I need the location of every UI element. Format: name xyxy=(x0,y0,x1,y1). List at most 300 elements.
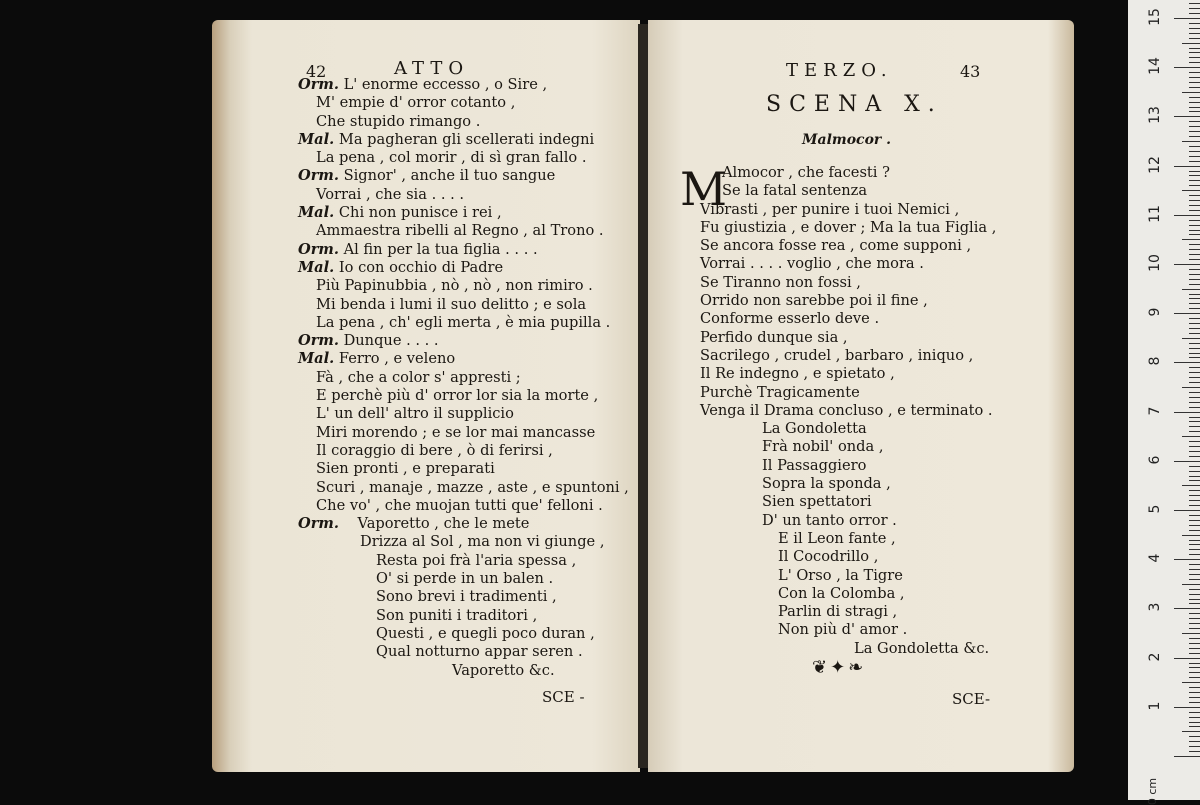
ruler-tick xyxy=(1189,303,1200,304)
ruler-tick xyxy=(1189,677,1200,678)
ruler-tick xyxy=(1189,97,1200,98)
ruler-tick xyxy=(1189,495,1200,496)
ruler-tick xyxy=(1189,397,1200,398)
ruler-tick xyxy=(1189,328,1200,329)
text-line xyxy=(298,533,629,551)
ruler-tick xyxy=(1182,289,1200,290)
left-running-head: ATTO xyxy=(394,58,470,79)
ruler-tick xyxy=(1189,234,1200,235)
text-line xyxy=(298,387,629,405)
ruler-tick xyxy=(1189,28,1200,29)
text-line xyxy=(298,277,629,295)
ruler-tick xyxy=(1189,357,1200,358)
ruler-tick xyxy=(1189,712,1200,713)
ruler-tick xyxy=(1174,362,1200,363)
line-text: Chi non punisce i rei , xyxy=(334,204,502,222)
ruler-tick xyxy=(1189,175,1200,176)
ruler-tick xyxy=(1189,111,1200,112)
ruler-tick xyxy=(1189,569,1200,570)
line-text: Dunque . . . . xyxy=(338,332,439,350)
ruler-tick xyxy=(1189,323,1200,324)
ruler-tick xyxy=(1174,67,1200,68)
text-line xyxy=(298,332,629,350)
ruler-tick xyxy=(1182,633,1200,634)
ruler-tick xyxy=(1189,407,1200,408)
speaker-abbrev: Mal. xyxy=(298,204,335,222)
line-text: Ma pagheran gli scellerati indegni xyxy=(334,130,595,148)
line-text: Son puniti i traditori , xyxy=(376,606,538,624)
ruler-number: 15 xyxy=(1147,8,1163,26)
speaker-abbrev: Orm. xyxy=(298,515,339,533)
text-line xyxy=(700,475,996,493)
line-text: Più Papinubbia , nò , nò , non rimiro . xyxy=(316,277,593,295)
text-line xyxy=(298,479,629,497)
text-line xyxy=(700,457,996,475)
ruler-tick xyxy=(1189,421,1200,422)
ruler-tick xyxy=(1174,510,1200,511)
ruler-tick xyxy=(1189,549,1200,550)
text-line xyxy=(298,296,629,314)
line-text: Sacrilego , crudel , barbaro , iniquo , xyxy=(700,346,974,364)
ruler-tick xyxy=(1189,308,1200,309)
ruler-tick xyxy=(1189,564,1200,565)
line-text: Che stupido rimango . xyxy=(316,112,481,130)
line-text: Non più d' amor . xyxy=(778,621,908,639)
ruler-tick xyxy=(1182,190,1200,191)
ruler-tick xyxy=(1189,741,1200,742)
line-text: Mi benda i lumi il suo delitto ; e sola xyxy=(316,295,587,313)
ruler-number: 6 xyxy=(1147,455,1163,465)
ruler-tick xyxy=(1189,441,1200,442)
line-text: Vibrasti , per punire i tuoi Nemici , xyxy=(700,200,960,218)
ruler-tick xyxy=(1189,697,1200,698)
line-text: Purchè Tragicamente xyxy=(700,383,860,401)
ruler-tick xyxy=(1189,603,1200,604)
ruler-tick xyxy=(1189,746,1200,747)
ruler-tick xyxy=(1182,436,1200,437)
ruler-tick xyxy=(1189,417,1200,418)
ruler-tick xyxy=(1182,387,1200,388)
text-line xyxy=(700,219,996,237)
text-line xyxy=(298,460,629,478)
text-line xyxy=(298,570,629,588)
line-text: O' si perde in un balen . xyxy=(376,570,554,588)
ruler-tick xyxy=(1189,102,1200,103)
ruler-tick xyxy=(1174,18,1200,19)
ruler-tick xyxy=(1189,722,1200,723)
text-line xyxy=(700,621,996,639)
measuring-ruler xyxy=(1128,0,1200,805)
ruler-tick xyxy=(1174,756,1200,757)
ruler-number: 9 xyxy=(1147,307,1163,317)
ruler-tick xyxy=(1189,269,1200,270)
text-line xyxy=(700,310,996,328)
ruler-tick xyxy=(1189,392,1200,393)
text-line xyxy=(700,237,996,255)
text-line xyxy=(700,420,996,438)
ruler-tick xyxy=(1174,461,1200,462)
right-running-head: TERZO. xyxy=(786,60,893,81)
text-line xyxy=(298,515,629,533)
text-line xyxy=(298,94,629,112)
line-text: L' Orso , la Tigre xyxy=(778,566,903,584)
ruler-tick xyxy=(1189,672,1200,673)
text-line xyxy=(700,292,996,310)
ruler-tick xyxy=(1174,116,1200,117)
ruler-tick xyxy=(1189,225,1200,226)
ruler-tick xyxy=(1189,574,1200,575)
line-text: Questi , e quegli poco duran , xyxy=(376,624,595,642)
ruler-tick xyxy=(1189,623,1200,624)
text-line xyxy=(700,585,996,603)
line-text: Fà , che a color s' appresti ; xyxy=(316,368,521,386)
line-text: Venga il Drama concluso , e terminato . xyxy=(700,401,993,419)
ruler-tick xyxy=(1189,515,1200,516)
ruler-tick xyxy=(1189,667,1200,668)
ruler-tick xyxy=(1189,490,1200,491)
ruler-tick xyxy=(1189,348,1200,349)
ruler-tick xyxy=(1189,402,1200,403)
ruler-tick xyxy=(1189,151,1200,152)
ruler-tick xyxy=(1189,554,1200,555)
text-line xyxy=(298,350,629,368)
ruler-tick xyxy=(1189,544,1200,545)
ruler-tick xyxy=(1189,530,1200,531)
text-line xyxy=(298,625,629,643)
right-page-number: 43 xyxy=(960,62,981,81)
line-text: Se la fatal sentenza xyxy=(722,182,868,200)
ruler-tick xyxy=(1189,205,1200,206)
text-line xyxy=(700,329,996,347)
ruler-tick xyxy=(1189,82,1200,83)
line-text: Conforme esserlo deve . xyxy=(700,310,880,328)
line-text: D' un tanto orror . xyxy=(762,511,897,529)
ruler-tick xyxy=(1189,471,1200,472)
right-page xyxy=(648,20,1074,772)
text-line xyxy=(298,314,629,332)
line-text: Miri morendo ; e se lor mai mancasse xyxy=(316,423,596,441)
left-page xyxy=(212,20,640,772)
line-text: Perfido dunque sia , xyxy=(700,328,848,346)
ruler-tick xyxy=(1189,259,1200,260)
text-line xyxy=(700,530,996,548)
line-text: Il coraggio di bere , ò di ferirsi , xyxy=(316,441,553,459)
ruler-tick xyxy=(1189,505,1200,506)
ruler-tick xyxy=(1182,239,1200,240)
text-line xyxy=(298,76,629,94)
line-text: E perchè più d' orror lor sia la morte , xyxy=(316,387,599,405)
ruler-tick xyxy=(1189,284,1200,285)
ruler-tick xyxy=(1189,466,1200,467)
line-text: Ferro , e veleno xyxy=(334,350,456,368)
line-text: Il Passaggiero xyxy=(762,456,867,474)
ruler-tick xyxy=(1189,525,1200,526)
ruler-tick xyxy=(1189,333,1200,334)
ruler-tick xyxy=(1189,23,1200,24)
ruler-tick xyxy=(1189,451,1200,452)
ruler-number: 4 xyxy=(1147,553,1163,563)
ruler-tick xyxy=(1189,195,1200,196)
ruler-tick xyxy=(1189,180,1200,181)
ruler-tick xyxy=(1189,171,1200,172)
line-text: Drizza al Sol , ma non vi giunge , xyxy=(360,533,605,551)
ruler-tick xyxy=(1182,338,1200,339)
ruler-tick xyxy=(1189,653,1200,654)
ruler-tick xyxy=(1182,485,1200,486)
ruler-tick xyxy=(1189,692,1200,693)
text-line xyxy=(700,201,996,219)
speaker-abbrev: Orm. xyxy=(298,332,339,350)
line-text: Frà nobil' onda , xyxy=(762,438,884,456)
ruler-tick xyxy=(1189,382,1200,383)
ruler-tick xyxy=(1189,52,1200,53)
ruler-tick xyxy=(1174,608,1200,609)
text-line xyxy=(700,347,996,365)
ruler-number: 2 xyxy=(1147,652,1163,662)
ruler-tick xyxy=(1189,107,1200,108)
ruler-tick xyxy=(1189,294,1200,295)
ruler-tick xyxy=(1189,126,1200,127)
ruler-tick xyxy=(1189,72,1200,73)
line-text: Resta poi frà l'aria spessa , xyxy=(376,551,577,569)
line-text: Scuri , manaje , mazze , aste , e spuntoni , xyxy=(316,478,629,496)
ruler-tick xyxy=(1189,38,1200,39)
line-text: Sono brevi i tradimenti , xyxy=(376,588,557,606)
text-line xyxy=(298,149,629,167)
line-text: Vaporetto &c. xyxy=(452,661,555,679)
text-line xyxy=(700,274,996,292)
ruler-number: 13 xyxy=(1147,106,1163,125)
ruler-tick xyxy=(1174,559,1200,560)
line-text: La Gondoletta &c. xyxy=(854,639,990,657)
text-line xyxy=(700,548,996,566)
ruler-tick xyxy=(1189,500,1200,501)
line-text: Sien spettatori xyxy=(762,493,872,511)
ruler-number: 14 xyxy=(1147,57,1163,76)
ruler-tick xyxy=(1182,682,1200,683)
text-line xyxy=(298,131,629,149)
ruler-tick xyxy=(1174,313,1200,314)
ruler-unit-label: 0 cm xyxy=(1145,777,1159,805)
ruler-tick xyxy=(1189,3,1200,4)
text-line xyxy=(298,588,629,606)
ruler-tick xyxy=(1189,599,1200,600)
ruler-tick xyxy=(1189,736,1200,737)
line-text: M' empie d' orror cotanto , xyxy=(316,94,516,112)
line-text: La pena , col morir , di sì gran fallo . xyxy=(316,149,587,167)
left-catchword: SCE - xyxy=(542,688,585,706)
ruler-tick xyxy=(1189,185,1200,186)
text-line xyxy=(298,607,629,625)
line-text: Parlin di stragi , xyxy=(778,603,898,621)
scene-speaker-heading: Malmocor . xyxy=(802,132,892,148)
ruler-tick xyxy=(1189,456,1200,457)
ruler-tick xyxy=(1189,579,1200,580)
text-line xyxy=(700,567,996,585)
text-line xyxy=(298,241,629,259)
line-text: Il Cocodrillo , xyxy=(778,548,879,566)
ruler-tick xyxy=(1189,702,1200,703)
ruler-tick xyxy=(1174,166,1200,167)
ruler-number: 8 xyxy=(1147,356,1163,366)
ruler-tick xyxy=(1189,254,1200,255)
line-text: Io con occhio di Padre xyxy=(334,258,504,276)
ruler-tick xyxy=(1189,249,1200,250)
ruler-tick xyxy=(1189,480,1200,481)
ruler-tick xyxy=(1189,726,1200,727)
text-line xyxy=(700,365,996,383)
ruler-tick xyxy=(1189,628,1200,629)
ruler-tick xyxy=(1189,77,1200,78)
text-line xyxy=(298,442,629,460)
line-text: Se Tiranno non fossi , xyxy=(700,273,861,291)
ruler-tick xyxy=(1189,244,1200,245)
ruler-number: 3 xyxy=(1147,602,1163,612)
ruler-number: 7 xyxy=(1147,406,1163,416)
text-line xyxy=(298,497,629,515)
speaker-abbrev: Orm. xyxy=(298,76,339,93)
ruler-tick xyxy=(1189,589,1200,590)
ruler-tick xyxy=(1189,200,1200,201)
ruler-tick xyxy=(1189,618,1200,619)
ruler-tick xyxy=(1189,318,1200,319)
line-text: Vorrai . . . . voglio , che mora . xyxy=(700,255,924,273)
ruler-tick xyxy=(1189,121,1200,122)
ruler-tick xyxy=(1182,43,1200,44)
line-text: Signor' , anche il tuo sangue xyxy=(338,167,556,185)
text-line xyxy=(700,438,996,456)
ruler-number: 11 xyxy=(1147,204,1163,223)
ruler-tick xyxy=(1182,535,1200,536)
ruler-tick xyxy=(1189,377,1200,378)
text-line xyxy=(700,640,996,658)
ruler-tick xyxy=(1189,426,1200,427)
text-line xyxy=(298,222,629,240)
ruler-tick xyxy=(1189,540,1200,541)
ruler-tick xyxy=(1189,687,1200,688)
ruler-tick xyxy=(1174,264,1200,265)
ruler-tick xyxy=(1189,13,1200,14)
text-line xyxy=(298,662,629,680)
line-text: Orrido non sarebbe poi il fine , xyxy=(700,292,928,310)
text-line xyxy=(700,512,996,530)
text-line xyxy=(298,167,629,185)
line-text: L' enorme eccesso , o Sire , xyxy=(338,76,548,93)
text-line xyxy=(700,402,996,420)
line-text: E il Leon fante , xyxy=(778,529,896,547)
ruler-tick xyxy=(1189,274,1200,275)
speaker-abbrev: Mal. xyxy=(298,350,335,368)
ruler-tick xyxy=(1189,648,1200,649)
ruler-tick xyxy=(1182,92,1200,93)
line-text: Sien pronti , e preparati xyxy=(316,460,495,478)
ruler-tick xyxy=(1189,220,1200,221)
ruler-tick xyxy=(1189,136,1200,137)
ruler-tick xyxy=(1189,717,1200,718)
line-text: Fu giustizia , e dover ; Ma la tua Figlia , xyxy=(700,218,997,236)
ruler-tick xyxy=(1182,584,1200,585)
text-line xyxy=(700,182,996,200)
ruler-tick xyxy=(1189,298,1200,299)
line-text: Sopra la sponda , xyxy=(762,475,891,493)
ruler-tick xyxy=(1189,48,1200,49)
ruler-tick xyxy=(1189,353,1200,354)
right-catchword: SCE- xyxy=(952,690,991,708)
speaker-abbrev: Orm. xyxy=(298,167,339,185)
ruler-tick xyxy=(1189,643,1200,644)
text-line xyxy=(298,405,629,423)
ruler-tick xyxy=(1189,638,1200,639)
speaker-abbrev: Mal. xyxy=(298,258,335,276)
ruler-tick xyxy=(1174,215,1200,216)
ruler-tick xyxy=(1189,146,1200,147)
ruler-tick xyxy=(1189,520,1200,521)
ruler-tick xyxy=(1189,343,1200,344)
ruler-tick xyxy=(1189,87,1200,88)
open-book xyxy=(212,20,1074,772)
line-text: Vaporetto , che le mete xyxy=(338,515,530,533)
ruler-tick xyxy=(1189,279,1200,280)
ruler-tick xyxy=(1189,594,1200,595)
text-line xyxy=(298,259,629,277)
ruler-tick xyxy=(1182,141,1200,142)
ruler-tick xyxy=(1174,707,1200,708)
ruler-number: 1 xyxy=(1147,701,1163,711)
scene-title: SCENA X. xyxy=(766,92,943,117)
ruler-tick xyxy=(1174,658,1200,659)
line-text: Al fin per la tua figlia . . . . xyxy=(338,240,538,258)
text-line xyxy=(700,493,996,511)
text-line xyxy=(298,186,629,204)
line-text: Con la Colomba , xyxy=(778,584,905,602)
ruler-tick xyxy=(1182,731,1200,732)
right-text-block xyxy=(700,164,996,658)
ruler-tick xyxy=(1189,751,1200,752)
ruler-tick xyxy=(1189,161,1200,162)
ruler-tick xyxy=(1189,156,1200,157)
line-text: Che vo' , che muojan tutti que' felloni . xyxy=(316,496,603,514)
ruler-tick xyxy=(1189,446,1200,447)
line-text: Ammaestra ribelli al Regno , al Trono . xyxy=(316,222,604,240)
left-text-block xyxy=(298,76,629,680)
ruler-tick xyxy=(1189,663,1200,664)
text-line xyxy=(298,204,629,222)
text-line xyxy=(700,384,996,402)
text-line xyxy=(298,552,629,570)
ruler-tick xyxy=(1189,230,1200,231)
text-line xyxy=(700,164,996,182)
ruler-number: 12 xyxy=(1147,155,1163,174)
ruler-tick xyxy=(1189,476,1200,477)
line-text: L' un dell' altro il supplicio xyxy=(316,405,514,423)
ruler-tick xyxy=(1189,62,1200,63)
text-line xyxy=(298,424,629,442)
line-text: La Gondoletta xyxy=(762,420,867,438)
drop-cap: M xyxy=(680,162,728,216)
ruler-tick xyxy=(1189,210,1200,211)
text-line xyxy=(700,603,996,621)
ruler-tick xyxy=(1189,613,1200,614)
text-line xyxy=(298,643,629,661)
ruler-tick xyxy=(1189,372,1200,373)
line-text: Qual notturno appar seren . xyxy=(376,643,583,661)
speaker-abbrev: Orm. xyxy=(298,240,339,258)
ruler-tick xyxy=(1189,131,1200,132)
ruler-tick xyxy=(1174,412,1200,413)
ruler-tick xyxy=(1189,8,1200,9)
speaker-abbrev: Mal. xyxy=(298,130,335,148)
left-page-number: 42 xyxy=(306,62,327,81)
